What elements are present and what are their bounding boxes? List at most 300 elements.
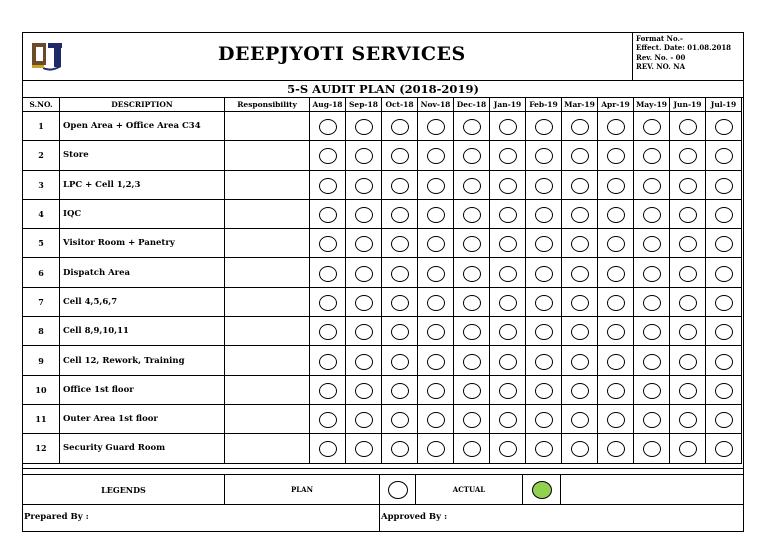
plan-circle-icon xyxy=(463,119,481,135)
plan-circle-icon xyxy=(319,148,337,164)
month-cell xyxy=(526,199,562,228)
month-cell xyxy=(310,170,346,199)
plan-circle-icon xyxy=(319,178,337,194)
month-cell xyxy=(382,112,418,141)
audit-table xyxy=(22,97,742,464)
month-cell xyxy=(670,170,706,199)
month-cell xyxy=(382,170,418,199)
plan-circle-icon xyxy=(607,119,625,135)
month-cell xyxy=(670,434,706,463)
row-sno: 9 xyxy=(23,346,60,375)
month-cell xyxy=(706,112,742,141)
month-cell xyxy=(670,287,706,316)
month-cell xyxy=(526,434,562,463)
month-cell xyxy=(562,434,598,463)
month-cell xyxy=(526,287,562,316)
month-cell xyxy=(706,404,742,433)
month-cell xyxy=(490,170,526,199)
row-sno: 12 xyxy=(23,434,60,463)
month-cell xyxy=(382,346,418,375)
row-description: IQC xyxy=(60,199,225,228)
month-cell xyxy=(634,375,670,404)
plan-circle-icon xyxy=(535,441,553,457)
month-cell xyxy=(310,434,346,463)
approved-by: Approved By : xyxy=(381,512,448,522)
row-description: LPC + Cell 1,2,3 xyxy=(60,170,225,199)
month-cell xyxy=(670,346,706,375)
header-month: Sep-18 xyxy=(346,98,382,112)
plan-circle-icon xyxy=(463,354,481,370)
month-cell xyxy=(454,229,490,258)
plan-circle-icon xyxy=(571,178,589,194)
month-cell xyxy=(418,112,454,141)
month-cell xyxy=(526,317,562,346)
plan-circle-icon xyxy=(355,236,373,252)
plan-circle-icon xyxy=(463,441,481,457)
plan-circle-icon xyxy=(463,207,481,223)
header-responsibility: Responsibility xyxy=(225,98,310,112)
plan-circle-icon xyxy=(427,266,445,282)
month-cell xyxy=(490,404,526,433)
plan-circle-icon xyxy=(607,354,625,370)
legend-actual-label: ACTUAL xyxy=(416,475,523,504)
row-sno: 3 xyxy=(23,170,60,199)
month-cell xyxy=(526,112,562,141)
month-cell xyxy=(418,199,454,228)
row-description: Cell 12, Rework, Training xyxy=(60,346,225,375)
row-sno: 6 xyxy=(23,258,60,287)
plan-circle-icon xyxy=(679,383,697,399)
month-cell xyxy=(562,287,598,316)
month-cell xyxy=(310,317,346,346)
header-sno: S.NO. xyxy=(23,98,60,112)
plan-circle-icon xyxy=(643,383,661,399)
header-month: Feb-19 xyxy=(526,98,562,112)
legend-title: LEGENDS xyxy=(23,475,225,504)
month-cell xyxy=(382,229,418,258)
plan-circle-icon xyxy=(571,119,589,135)
row-responsibility xyxy=(225,375,310,404)
actual-circle-icon xyxy=(532,481,552,499)
table-row xyxy=(23,375,742,404)
plan-circle-icon xyxy=(679,324,697,340)
plan-circle-icon xyxy=(643,178,661,194)
plan-circle-icon xyxy=(427,383,445,399)
month-cell xyxy=(418,287,454,316)
plan-circle-icon xyxy=(463,148,481,164)
month-cell xyxy=(706,287,742,316)
plan-circle-icon xyxy=(535,178,553,194)
plan-circle-icon xyxy=(499,412,517,428)
plan-circle-icon xyxy=(463,412,481,428)
month-cell xyxy=(526,346,562,375)
plan-circle-icon xyxy=(391,119,409,135)
month-cell xyxy=(418,141,454,170)
plan-circle-icon xyxy=(427,148,445,164)
plan-circle-icon xyxy=(715,295,733,311)
plan-circle-icon xyxy=(391,354,409,370)
plan-circle-icon xyxy=(535,412,553,428)
month-cell xyxy=(562,112,598,141)
plan-circle-icon xyxy=(571,412,589,428)
month-cell xyxy=(454,199,490,228)
plan-circle-icon xyxy=(679,207,697,223)
month-cell xyxy=(706,317,742,346)
header-month: Nov-18 xyxy=(418,98,454,112)
header-description: DESCRIPTION xyxy=(60,98,225,112)
row-responsibility xyxy=(225,434,310,463)
table-row xyxy=(23,434,742,463)
plan-circle-icon xyxy=(391,148,409,164)
month-cell xyxy=(562,317,598,346)
plan-circle-icon xyxy=(355,354,373,370)
plan-circle-icon xyxy=(607,266,625,282)
month-cell xyxy=(598,404,634,433)
month-cell xyxy=(454,317,490,346)
month-cell xyxy=(598,229,634,258)
plan-circle-icon xyxy=(388,481,408,499)
plan-circle-icon xyxy=(571,207,589,223)
plan-circle-icon xyxy=(391,178,409,194)
month-cell xyxy=(526,170,562,199)
plan-circle-icon xyxy=(427,354,445,370)
plan-circle-icon xyxy=(535,266,553,282)
company-name: DEEPJYOTI SERVICES xyxy=(218,43,466,65)
plan-circle-icon xyxy=(715,178,733,194)
month-cell xyxy=(670,404,706,433)
month-cell xyxy=(310,404,346,433)
plan-circle-icon xyxy=(535,148,553,164)
month-cell xyxy=(490,375,526,404)
month-cell xyxy=(382,317,418,346)
month-cell xyxy=(454,170,490,199)
plan-circle-icon xyxy=(427,178,445,194)
plan-circle-icon xyxy=(607,383,625,399)
plan-circle-icon xyxy=(679,119,697,135)
table-row xyxy=(23,229,742,258)
header-month: Jan-19 xyxy=(490,98,526,112)
month-cell xyxy=(670,112,706,141)
month-cell xyxy=(382,287,418,316)
table-row xyxy=(23,112,742,141)
month-cell xyxy=(598,287,634,316)
month-cell xyxy=(310,112,346,141)
month-cell xyxy=(706,375,742,404)
month-cell xyxy=(562,404,598,433)
plan-circle-icon xyxy=(643,441,661,457)
row-sno: 8 xyxy=(23,317,60,346)
plan-circle-icon xyxy=(715,441,733,457)
plan-circle-icon xyxy=(463,266,481,282)
plan-circle-icon xyxy=(643,354,661,370)
plan-circle-icon xyxy=(499,207,517,223)
plan-circle-icon xyxy=(571,324,589,340)
header-month: Aug-18 xyxy=(310,98,346,112)
month-cell xyxy=(382,141,418,170)
plan-circle-icon xyxy=(391,266,409,282)
plan-circle-icon xyxy=(571,295,589,311)
month-cell xyxy=(418,404,454,433)
table-row xyxy=(23,170,742,199)
row-description: Cell 4,5,6,7 xyxy=(60,287,225,316)
month-cell xyxy=(346,199,382,228)
plan-circle-icon xyxy=(319,412,337,428)
legend-plan-marker xyxy=(380,475,416,504)
plan-circle-icon xyxy=(355,412,373,428)
month-cell xyxy=(490,112,526,141)
plan-circle-icon xyxy=(715,148,733,164)
row-responsibility xyxy=(225,170,310,199)
month-cell xyxy=(346,258,382,287)
row-sno: 5 xyxy=(23,229,60,258)
row-description: Dispatch Area xyxy=(60,258,225,287)
month-cell xyxy=(670,375,706,404)
audit-plan-sheet xyxy=(22,32,744,532)
month-cell xyxy=(490,199,526,228)
plan-circle-icon xyxy=(499,295,517,311)
month-cell xyxy=(670,317,706,346)
plan-circle-icon xyxy=(679,178,697,194)
month-cell xyxy=(490,141,526,170)
month-cell xyxy=(670,141,706,170)
month-cell xyxy=(490,258,526,287)
row-description: Store xyxy=(60,141,225,170)
month-cell xyxy=(454,287,490,316)
month-cell xyxy=(310,346,346,375)
plan-circle-icon xyxy=(607,236,625,252)
row-description: Office 1st floor xyxy=(60,375,225,404)
plan-circle-icon xyxy=(535,295,553,311)
month-cell xyxy=(634,404,670,433)
month-cell xyxy=(346,317,382,346)
row-sno: 1 xyxy=(23,112,60,141)
document-control-block xyxy=(632,33,743,80)
month-cell xyxy=(634,229,670,258)
plan-circle-icon xyxy=(571,383,589,399)
month-cell xyxy=(346,170,382,199)
plan-circle-icon xyxy=(571,354,589,370)
month-cell xyxy=(706,141,742,170)
month-cell xyxy=(346,287,382,316)
plan-circle-icon xyxy=(715,236,733,252)
month-cell xyxy=(598,199,634,228)
plan-circle-icon xyxy=(679,236,697,252)
table-row xyxy=(23,141,742,170)
month-cell xyxy=(598,112,634,141)
plan-circle-icon xyxy=(643,295,661,311)
plan-circle-icon xyxy=(715,207,733,223)
plan-circle-icon xyxy=(355,383,373,399)
plan-circle-icon xyxy=(499,236,517,252)
header-month: Mar-19 xyxy=(562,98,598,112)
plan-circle-icon xyxy=(427,295,445,311)
month-cell xyxy=(598,375,634,404)
plan-circle-icon xyxy=(715,324,733,340)
plan-circle-icon xyxy=(355,119,373,135)
table-header-row xyxy=(23,98,742,112)
plan-circle-icon xyxy=(679,266,697,282)
plan-circle-icon xyxy=(643,324,661,340)
plan-circle-icon xyxy=(391,207,409,223)
header-month: Jul-19 xyxy=(706,98,742,112)
plan-circle-icon xyxy=(679,295,697,311)
plan-circle-icon xyxy=(499,266,517,282)
month-cell xyxy=(706,346,742,375)
plan-circle-icon xyxy=(607,207,625,223)
plan-circle-icon xyxy=(355,266,373,282)
plan-circle-icon xyxy=(355,207,373,223)
month-cell xyxy=(706,199,742,228)
month-cell xyxy=(526,141,562,170)
month-cell xyxy=(418,229,454,258)
table-row xyxy=(23,404,742,433)
month-cell xyxy=(310,141,346,170)
header-month: Dec-18 xyxy=(454,98,490,112)
month-cell xyxy=(562,229,598,258)
month-cell xyxy=(706,258,742,287)
plan-circle-icon xyxy=(499,119,517,135)
row-sno: 10 xyxy=(23,375,60,404)
row-responsibility xyxy=(225,287,310,316)
month-cell xyxy=(634,199,670,228)
month-cell xyxy=(706,229,742,258)
month-cell xyxy=(382,404,418,433)
month-cell xyxy=(418,346,454,375)
plan-circle-icon xyxy=(391,441,409,457)
plan-circle-icon xyxy=(679,441,697,457)
row-description: Cell 8,9,10,11 xyxy=(60,317,225,346)
plan-circle-icon xyxy=(463,383,481,399)
plan-circle-icon xyxy=(355,324,373,340)
header-month: Oct-18 xyxy=(382,98,418,112)
month-cell xyxy=(598,170,634,199)
plan-circle-icon xyxy=(715,119,733,135)
month-cell xyxy=(526,258,562,287)
month-cell xyxy=(382,258,418,287)
plan-circle-icon xyxy=(607,412,625,428)
plan-circle-icon xyxy=(571,266,589,282)
plan-circle-icon xyxy=(319,266,337,282)
plan-circle-icon xyxy=(535,119,553,135)
month-cell xyxy=(598,258,634,287)
plan-circle-icon xyxy=(679,148,697,164)
month-cell xyxy=(382,199,418,228)
month-cell xyxy=(526,375,562,404)
row-responsibility xyxy=(225,404,310,433)
plan-circle-icon xyxy=(463,178,481,194)
plan-circle-icon xyxy=(607,441,625,457)
table-row xyxy=(23,258,742,287)
month-cell xyxy=(562,141,598,170)
month-cell xyxy=(454,404,490,433)
month-cell xyxy=(670,258,706,287)
effective-date: Effect. Date: 01.08.2018 xyxy=(636,43,732,53)
row-responsibility xyxy=(225,229,310,258)
month-cell xyxy=(490,229,526,258)
company-logo xyxy=(31,40,65,72)
plan-circle-icon xyxy=(427,207,445,223)
plan-circle-icon xyxy=(463,236,481,252)
plan-circle-icon xyxy=(391,324,409,340)
row-responsibility xyxy=(225,112,310,141)
month-cell xyxy=(346,141,382,170)
plan-circle-icon xyxy=(463,324,481,340)
month-cell xyxy=(634,258,670,287)
plan-circle-icon xyxy=(643,266,661,282)
legend-row xyxy=(23,474,743,505)
plan-circle-icon xyxy=(643,207,661,223)
month-cell xyxy=(670,229,706,258)
month-cell xyxy=(454,141,490,170)
table-row xyxy=(23,199,742,228)
month-cell xyxy=(598,141,634,170)
month-cell xyxy=(418,434,454,463)
month-cell xyxy=(490,434,526,463)
month-cell xyxy=(562,170,598,199)
plan-circle-icon xyxy=(643,236,661,252)
plan-circle-icon xyxy=(499,178,517,194)
row-sno: 7 xyxy=(23,287,60,316)
row-responsibility xyxy=(225,141,310,170)
month-cell xyxy=(454,375,490,404)
format-no: Format No.- xyxy=(636,34,683,43)
month-cell xyxy=(562,375,598,404)
month-cell xyxy=(454,346,490,375)
plan-circle-icon xyxy=(535,383,553,399)
month-cell xyxy=(310,287,346,316)
row-responsibility xyxy=(225,199,310,228)
month-cell xyxy=(526,229,562,258)
plan-circle-icon xyxy=(319,324,337,340)
plan-circle-icon xyxy=(679,412,697,428)
row-description: Visitor Room + Panetry xyxy=(60,229,225,258)
month-cell xyxy=(634,112,670,141)
month-cell xyxy=(634,434,670,463)
plan-circle-icon xyxy=(427,441,445,457)
plan-circle-icon xyxy=(319,207,337,223)
plan-circle-icon xyxy=(427,236,445,252)
plan-circle-icon xyxy=(607,295,625,311)
document-header xyxy=(23,33,743,81)
month-cell xyxy=(454,258,490,287)
plan-circle-icon xyxy=(643,119,661,135)
month-cell xyxy=(310,258,346,287)
row-sno: 2 xyxy=(23,141,60,170)
plan-circle-icon xyxy=(391,412,409,428)
legend-actual-marker xyxy=(523,475,561,504)
month-cell xyxy=(634,317,670,346)
plan-circle-icon xyxy=(571,236,589,252)
plan-circle-icon xyxy=(319,354,337,370)
plan-circle-icon xyxy=(355,178,373,194)
month-cell xyxy=(382,375,418,404)
month-cell xyxy=(310,375,346,404)
month-cell xyxy=(382,434,418,463)
plan-circle-icon xyxy=(535,207,553,223)
month-cell xyxy=(706,170,742,199)
plan-circle-icon xyxy=(643,412,661,428)
month-cell xyxy=(454,434,490,463)
header-month: May-19 xyxy=(634,98,670,112)
month-cell xyxy=(346,229,382,258)
month-cell xyxy=(346,404,382,433)
signature-row xyxy=(23,503,743,531)
plan-title: 5-S AUDIT PLAN (2018-2019) xyxy=(23,81,743,98)
month-cell xyxy=(670,199,706,228)
plan-circle-icon xyxy=(607,324,625,340)
month-cell xyxy=(346,112,382,141)
month-cell xyxy=(634,346,670,375)
